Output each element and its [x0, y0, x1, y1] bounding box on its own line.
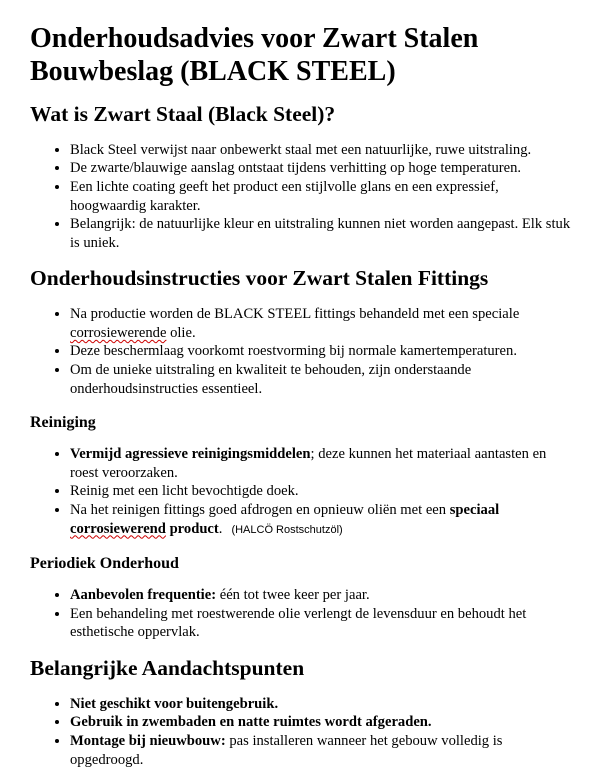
section-heading-0: Wat is Zwart Staal (Black Steel)?: [30, 102, 336, 127]
text-run: Reinig met een licht bevochtigde doek.: [70, 483, 299, 500]
list-item: [70, 605, 581, 642]
list-item: [70, 501, 581, 539]
bold-text-run: speciaal: [449, 501, 500, 518]
list-item: [70, 159, 581, 178]
bold-text-run: Niet geschikt voor buitengebruik.: [70, 695, 279, 712]
bold-text-run: Vermijd agressieve reinigingsmiddelen: [70, 446, 311, 463]
bullet-list-2: [30, 445, 581, 539]
list-item: [70, 732, 581, 769]
text-run: Belangrijk: de natuurlijke kleur en uitstraling kunnen niet worden aangepast. Elk stuk is uniek.: [70, 216, 571, 251]
misspelled-word: corrosiewerend: [70, 520, 166, 537]
list-item: [70, 482, 581, 501]
section-heading-3: Periodiek Onderhoud: [30, 555, 179, 573]
annotation-note: (HALCÖ Rostschutzöl): [231, 523, 343, 536]
text-run: Om de unieke uitstraling en kwaliteit te behouden, zijn onderstaande onderhoudsinstructies essentieel.: [70, 362, 472, 397]
list-item: [70, 361, 581, 398]
list-item: [70, 215, 581, 252]
list-item: [70, 713, 581, 732]
text-run: één tot twee keer per jaar.: [216, 587, 370, 604]
bullet-list-0: [30, 141, 581, 253]
text-run: Black Steel verwijst naar onbewerkt staal met een natuurlijke, ruwe uitstraling.: [70, 141, 532, 158]
document-title: Onderhoudsadvies voor Zwart Stalen Bouwbeslag (BLACK STEEL): [30, 23, 479, 88]
list-item: [70, 445, 581, 482]
text-run: olie.: [166, 324, 196, 341]
text-run: .: [218, 520, 223, 537]
text-run: Na het reinigen fittings goed afdrogen en opnieuw oliën met een: [70, 501, 450, 518]
list-item: [70, 586, 581, 605]
text-run: Een behandeling met roestwerende olie verlengt de levensduur en behoudt het esthetische oppervlak.: [70, 605, 527, 641]
bold-text-run: product: [165, 520, 219, 537]
section-heading-2: Reiniging: [30, 414, 96, 432]
text-run: Na productie worden de BLACK STEEL fittings behandeld met een speciale: [70, 306, 520, 323]
list-item: [70, 342, 581, 361]
bullet-list-1: [30, 305, 581, 398]
bullet-list-4: [30, 695, 581, 769]
bold-text-run: Aanbevolen frequentie:: [70, 587, 217, 604]
list-item: [70, 178, 581, 215]
text-run: pas installeren wanneer het gebouw volledig is opgedroogd.: [70, 732, 503, 768]
document-sections: [30, 102, 581, 769]
list-item: [70, 305, 581, 342]
list-item: [70, 141, 581, 160]
bold-text-run: Gebruik in zwembaden en natte ruimtes wordt afgeraden.: [70, 714, 432, 731]
misspelled-word: corrosiewerende: [70, 324, 167, 341]
bullet-list-3: [30, 586, 581, 642]
list-item: [70, 695, 581, 714]
text-run: Deze beschermlaag voorkomt roestvorming bij normale kamertemperaturen.: [70, 343, 517, 360]
text-run: ; deze kunnen het materiaal aantasten en roest veroorzaken.: [70, 446, 547, 481]
text-run: Een lichte coating geeft het product een stijlvolle glans en een expressief, hoogwaardig karakter.: [70, 179, 499, 214]
section-heading-4: Belangrijke Aandachtspunten: [30, 655, 305, 680]
text-run: De zwarte/blauwige aanslag ontstaat tijdens verhitting op hoge temperaturen.: [70, 160, 522, 177]
bold-text-run: Montage bij nieuwbouw:: [70, 732, 226, 749]
section-heading-1: Onderhoudsinstructies voor Zwart Stalen Fittings: [30, 266, 489, 291]
